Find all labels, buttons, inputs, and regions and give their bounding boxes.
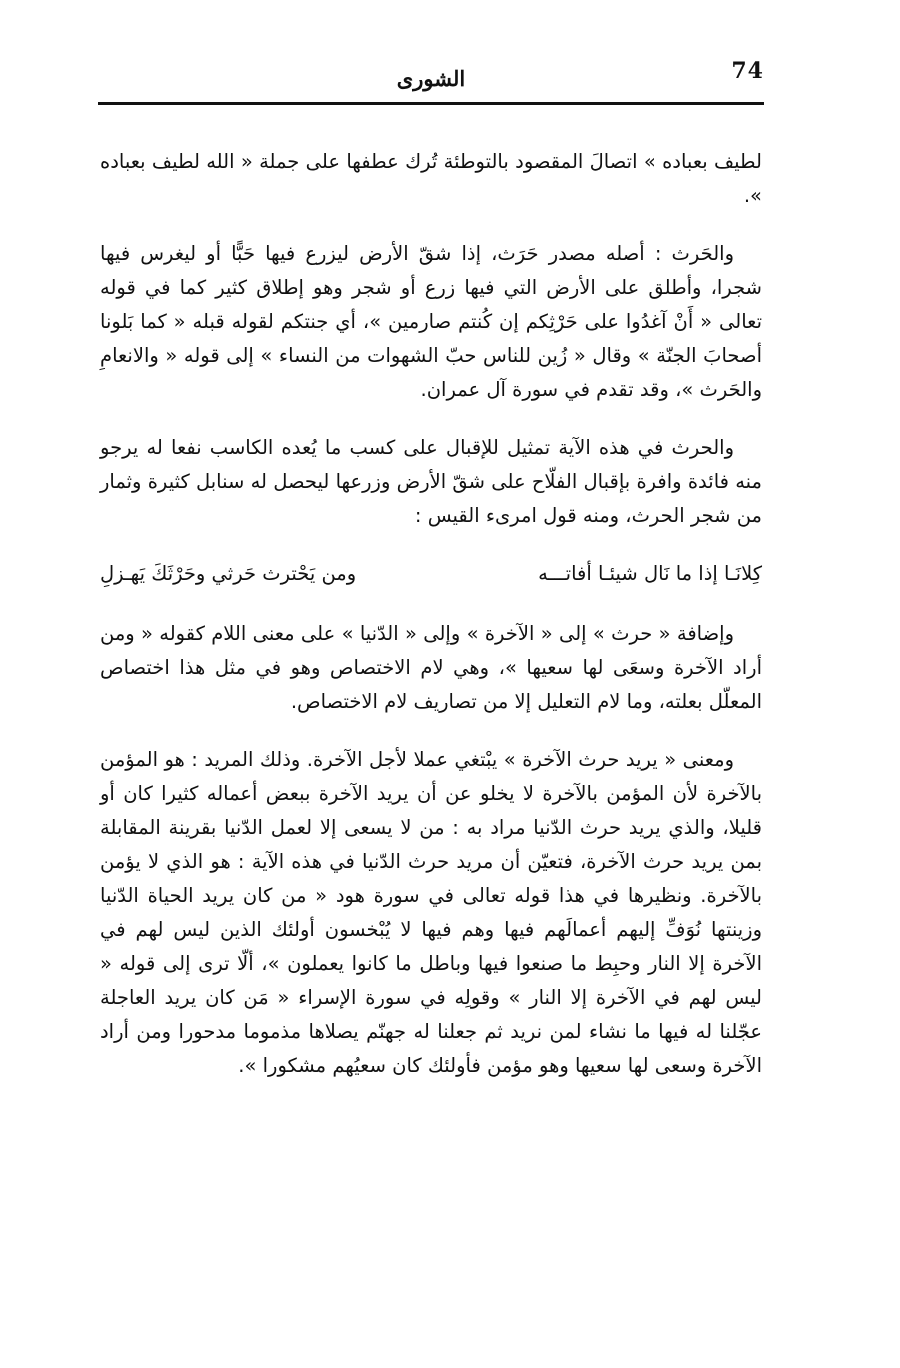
header-rule	[98, 102, 764, 105]
running-title: الشورى	[396, 66, 466, 91]
page-number: 74	[731, 58, 764, 84]
paragraph-harth-definition: والحَرث : أصله مصدر حَرَث، إذا شقّ الأرض ليزرع فيها حَبًّا أو ليغرس فيها شجرا، وأطلق على الأرض التي فيها زرع أو شجر وهو إطلاق كثير كما في قوله تعالى « أَنْ آغدُوا على حَرْثِكم إن كُنتم صارمين »، أي جنتكم لقوله قبله « كما بَلونا أصحابَ الجنّة » وقال « زُين للناس حبّ الشهوات من النساء » إلى قوله « والانعامِ والحَرث »، وقد تقدم في سورة آل عمران.	[100, 242, 762, 401]
body-text	[100, 145, 762, 1107]
verse-left-hemistich: ومن يَحْترث حَرثي وحَرْثَكَ يَهـزلِ	[100, 562, 357, 585]
page-header	[98, 52, 764, 102]
paragraph-harth-metaphor: والحرث في هذه الآية تمثيل للإقبال على كسب ما يُعده الكاسب نفعا له يرجو منه فائدة وافرة بإقبال الفلّاح على شقّ الأرض وزرعها ليحصل له سنابل كثيرة وثمار من شجر الحرث، ومنه قول امرىء القيس :	[100, 436, 762, 527]
poetry-verse	[100, 557, 762, 591]
paragraph-meaning: ومعنى « يريد حرث الآخرة » يبْتغي عملا لأجل الآخرة. وذلك المريد : هو المؤمن بالآخرة لأن المؤمن بالآخرة لا يخلو عن أن يريد الآخرة ببعض أعماله كثيرا كان أو قليلا، والذي يريد حرث الدّنيا مراد به : من لا يسعى إلا لعمل الدّنيا بقرينة المقابلة بمن يريد حرث الآخرة، فتعيّن أن مريد حرث الدّنيا في هذه الآية : هو الذي لا يؤمن بالآخرة. ونظيرها في هذا قوله تعالى في سورة هود « من كان يريد الحياة الدّنيا وزينتها نُوَفِّ إليهم أعمالَهم فيها وهم فيها لا يُبْخسون أولئك الذين ليس لهم في الآخرة إلا النار وحبِط ما صنعوا فيها وباطل ما كانوا يعملون »، ألّا ترى إلى قوله « ليس لهم في الآخرة إلا النار » وقولِه في سورة الإسراء « مَن كان يريد العاجلة عجّلنا له فيها ما نشاء لمن نريد ثم جعلنا له جهنّم يصلاها مذموما مدحورا ومن أراد الآخرة وسعى لها سعيها وهو مؤمن فأولئك كان سعيُهم مشكورا ».	[100, 748, 762, 1077]
paragraph-idafa: وإضافة « حرث » إلى « الآخرة » وإلى « الدّنيا » على معنى اللام كقوله « ومن أراد الآخرة وسعَى لها سعيها »، وهي لام الاختصاص وهو في مثل هذا اختصاص المعلّل بعلته، وما لام التعليل إلا من تصاريف لام الاختصاص.	[100, 622, 762, 713]
verse-right-hemistich: كِلانَـا إذا ما نَال شيئـا أفاتـــه	[538, 562, 762, 585]
paragraph-continuation: لطيف بعباده » اتصالَ المقصود بالتوطئة تُرك عطفها على جملة « الله لطيف بعباده ».	[100, 150, 762, 207]
